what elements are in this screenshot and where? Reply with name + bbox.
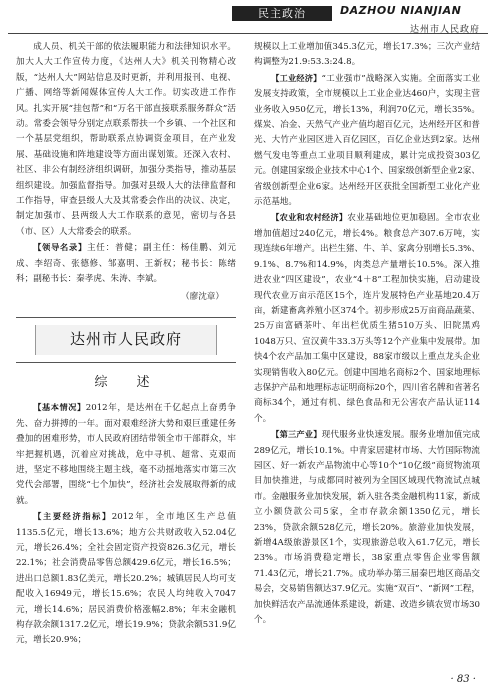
service-sector-text: 现代服务业快速发展。服务业增加值完成289亿元，增长10.1%。中青家居建材市场、大竹国际物流园区、好一新农产品物流中心等10个“10亿级”商贸物流项目加快推进，与成都同时被列为全国区域现代物流试点城市。金融服务业加快发展，新入驻各类金融机构11家，新成立小额贷款公司5家，全市存款余额1350亿元，增长23%，贷款余额528亿元，增长20%。旅游业加快发展，新增4A级旅游景区1个，实现旅游总收入61.7亿元，增长23%。市场消费稳定增长，38家重点零售企业零售额71.43亿元，增长21.7%。成功举办第三届秦巴地区商品交易会，交易销售额达37.9亿元。实施“双百”、“新网”工程，加快鲜活农产品流通体系建设，新建、改造乡镇农贸市场30个。	[254, 430, 480, 626]
header-rule	[8, 33, 488, 34]
basic-info-paragraph	[16, 400, 236, 509]
right-column	[254, 40, 480, 674]
banner-title: 达州市人民政府	[35, 325, 217, 355]
agriculture-tag: 【农业和农村经济】	[271, 212, 348, 223]
yearbook-brand: DAZHOU NIANJIAN	[340, 4, 462, 17]
section-tag: 民主政治	[232, 6, 332, 21]
running-title: 达州市人民政府	[409, 25, 480, 35]
leaders-paragraph	[16, 240, 236, 287]
leaders-text: 主任：普健；副主任：杨佳鹏、刘元成、李绍奇、张德修、邹嘉明、王新权；秘书长：陈绪科；副秘书长：秦孝虎、朱涛、李斌。	[16, 243, 236, 285]
basic-info-text: 2012年，是达州在千亿起点上奋勇争先、奋力拼搏的一年。面对艰难经济大势和艰巨重建任务叠加的困难形势，市人民政府团结带领全市干部群众，牢牢把握机遇，沉着应对挑战，危中寻机、超常、克艰而进，坚定不移地围绕主题主线，毫不动摇地落实市第三次党代会部署，围绕“七个加快”，经济社会发展取得新的成就。	[16, 403, 236, 506]
economic-indicators-text: 2012年，全市地区生产总值1135.5亿元，增长13.6%；地方公共财政收入52.04亿元，增长26.4%；全社会固定资产投资826.3亿元，增长22.1%；社会消费品零售总额429.6亿元，增长16.5%；进出口总额1.83亿美元，增长20.2%；城镇居民人均可支配收入16949元，增长15.6%；农民人均纯收入7047元，增长14.6%；居民消费价格涨幅2.8%；年末金融机构存款余额1317.2亿元，增长19.9%；贷款余额531.9亿元，增长20.9%；	[16, 512, 236, 646]
author-signature: （廖沈章）	[181, 291, 224, 302]
basic-info-tag: 【基本情况】	[33, 402, 86, 413]
industry-paragraph	[254, 71, 480, 211]
page-header	[0, 0, 496, 34]
leaders-tag: 【领导名录】	[33, 242, 87, 253]
subsection-heading: 综 述	[94, 374, 158, 390]
service-sector-paragraph	[254, 427, 480, 628]
continued-paragraph: 规模以上工业增加值345.3亿元，增长17.3%；三次产业结构调整为21.9:53.3:24.8。	[254, 42, 480, 68]
page-number: · 83 ·	[450, 674, 476, 685]
section-banner	[16, 317, 236, 363]
agriculture-text: 农业基础地位更加稳固。全市农业增加值超过240亿元，增长4%。粮食总产307.6万吨，实现连续6年增产。出栏生猪、牛、羊、家禽分别增长5.3%、9.1%、8.7%和14.9%，肉类总产量增长10.5%。深入推进农业“四区建设”，农业“4＋8”工程加快实施，启动建设现代农业万亩示范区15个，连片发展特色产业基地20.4万亩，新建畜禽养殖小区374个。初步形成25万亩商品蔬菜、25万亩富硒茶叶、年出栏优质生猪510万头、旧院黑鸡1048万只、宣汉黄牛33.3万头等12个产业集中发展带。加快4个农产品加工集中区建设，88家市级以上重点龙头企业实现销售收入80亿元。创建中国地名商标2个、国家地理标志保护产品和地理标志证明商标20个，四川省名牌和省著名商标34个，通过有机、绿色食品和无公害农产品认证114个。	[254, 213, 480, 424]
economic-indicators-tag: 【主要经济指标】	[33, 511, 112, 522]
agriculture-paragraph	[254, 210, 480, 427]
congress-work-paragraph: 成人员、机关干部的依法履职能力和法律知识水平。加大人大工作宣传力度，《达州人大》机关刊物精心改版，“达州人大”网站信息及时更新，并利用报刊、电视、广播、网络等新闻媒体宣传人大工作。切实改进工作作风。扎实开展“挂包帮”和“万名干部直接联系服务群众”活动。常委会领导分别定点联系帮扶一个乡镇、一个社区和一个基层党组织，帮助联系点协调资金项目，在产业发展、基础设施和阵地建设等方面出谋划策。还深入农村、社区、非公有制经济组织调研，加强分类指导，推动基层组织建设。加强监督指导。加强对县级人大的法律监督和工作指导，审查县级人大及其常委会作出的决议、决定，制定加强市、县两级人大工作联系的意见，密切与各县（市、区）人大常委会的联系。	[16, 42, 236, 237]
economic-indicators-paragraph	[16, 509, 236, 649]
industry-tag: 【工业经济】	[271, 72, 322, 83]
industry-text: “工业强市”战略深入实施。全面落实工业发展支持政策，全市规模以上工业企业达460户，实现主营业务收入950亿元，增长13%，利润70亿元，增长35%。煤炭、冶金、天然气产业产值均超百亿元，达州经开区和普光、大竹产业园区进入百亿园区，百亿企业达到2家。达州燃气发电等重点工业项目顺利建成，累计完成投资303亿元。创建国家级企业技术中心1个、国家级创新型企业2家、省级创新型企业6家。达州经开区获批全国新型工业化产业示范基地。	[254, 73, 480, 208]
service-sector-tag: 【第三产业】	[271, 429, 322, 440]
left-column	[16, 40, 236, 674]
